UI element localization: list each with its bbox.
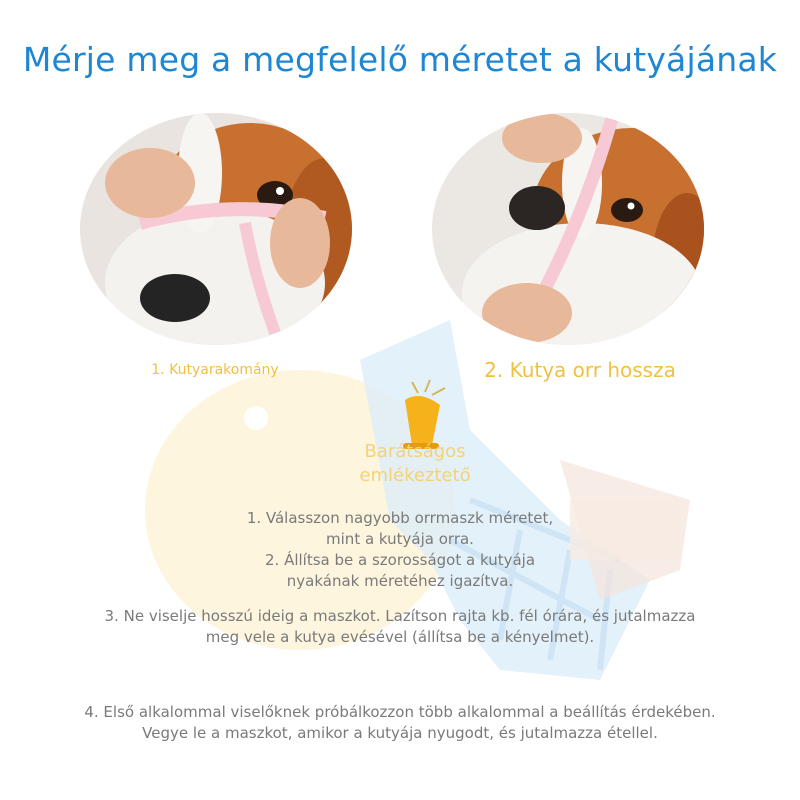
caption-snout-length: 2. Kutya orr hossza bbox=[484, 358, 676, 382]
tip-1-line2: mint a kutyája orra. bbox=[326, 530, 474, 548]
tip-2-line1: 2. Állítsa be a szorosságot a kutyája bbox=[264, 551, 536, 569]
reminder-heading bbox=[300, 440, 530, 488]
tip-1-line1: 1. Válasszon nagyobb orrmaszk méretet, bbox=[246, 509, 554, 527]
tip-1 bbox=[0, 508, 800, 550]
tip-4-line1: 4. Első alkalommal viselőknek próbálkozzon több alkalommal a beállítás érdekében. bbox=[84, 703, 716, 721]
reminder-heading-line2: emlékeztető bbox=[359, 465, 471, 486]
tip-4-line2: Vegye le a maszkot, amikor a kutyája nyugodt, és jutalmazza étellel. bbox=[142, 724, 658, 742]
tip-3-line2: meg vele a kutya evésével (állítsa be a kényelmet). bbox=[205, 628, 595, 646]
tip-2-line2: nyakának méretéhez igazítva. bbox=[286, 572, 514, 590]
tip-2 bbox=[0, 550, 800, 592]
caption-dog-neck: 1. Kutyarakomány bbox=[151, 362, 279, 378]
tip-4 bbox=[0, 702, 800, 744]
page-title: Mérje meg a megfelelő méretet a kutyájának bbox=[22, 40, 778, 79]
reminder-heading-line1: Barátságos bbox=[364, 441, 466, 462]
tip-3 bbox=[0, 606, 800, 648]
tip-3-line1: 3. Ne viselje hosszú ideig a maszkot. Lazítson rajta kb. fél órára, és jutalmazza bbox=[104, 607, 696, 625]
